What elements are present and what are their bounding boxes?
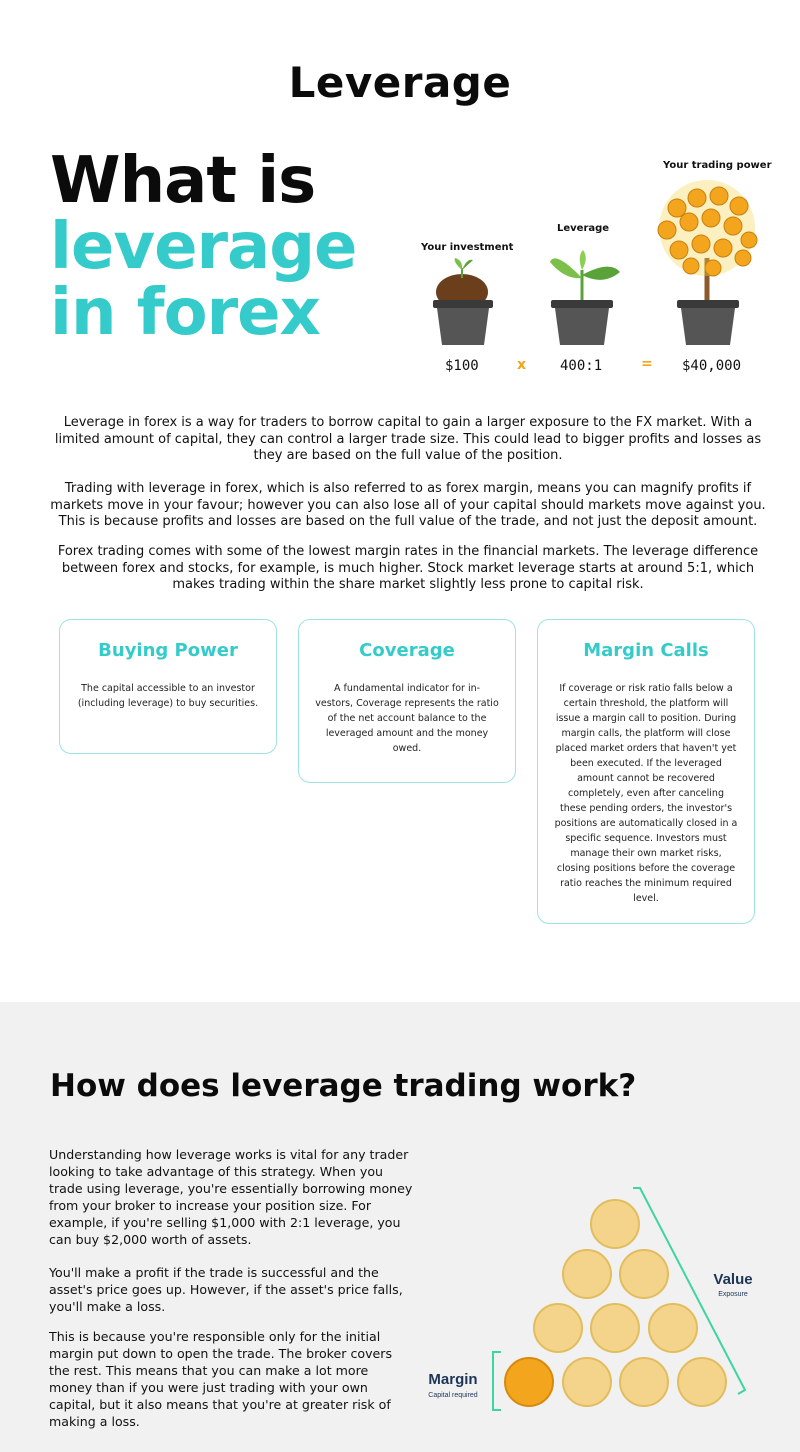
leverage-value: 400:1 — [560, 358, 603, 374]
how-paragraph-3: This is because you're responsible only for the initial margin put down to open the trade. The broker covers the rest. This means that you can make a lot more money than if you were just trading with your own capital, but it also means that you're at greater risk of making a loss. — [49, 1329, 393, 1429]
pot-seedling-icon — [433, 258, 493, 345]
coins-exposure — [534, 1200, 726, 1406]
investment-value: $100 — [445, 358, 479, 374]
card-title: Buying Power — [98, 640, 238, 661]
margin-bracket — [493, 1352, 501, 1410]
how-it-works-title: How does leverage trading work? — [50, 1068, 637, 1104]
margin-coin — [505, 1358, 553, 1406]
card-title: Coverage — [359, 640, 455, 661]
card-coverage — [298, 619, 516, 783]
pot-sprout-icon — [550, 250, 620, 345]
page-title: Leverage — [288, 58, 512, 107]
investment-label: Your investment — [421, 242, 514, 253]
hero-line-3: in forex — [50, 276, 320, 350]
trading-power-value: $40,000 — [682, 358, 742, 374]
hero-line-2: leverage — [50, 210, 357, 284]
leverage-label: Leverage — [557, 223, 610, 234]
card-buying-power — [59, 619, 277, 754]
card-title: Margin Calls — [583, 640, 709, 661]
coin-pyramid-diagram — [415, 1148, 800, 1438]
card-margin-calls — [537, 619, 755, 924]
margin-sublabel: Capital required — [428, 1392, 478, 1399]
margin-label: Margin — [428, 1371, 478, 1388]
card-body: If coverage or risk ratio falls below a certain threshold, the platform will issue a margin call to position. During margin calls, the platform will close placed market orders that haven't yet been executed. If the leveraged amount cannot be recovered completely, even after canceling these pending orders, the investor's positions are automatically closed in a specific sequence. Investors must manage their own market risks, closing positions before the coverage ratio reaches the minimum required level. — [554, 683, 738, 904]
equals-sign: = — [641, 356, 653, 372]
hero-line-1: What is — [50, 144, 316, 218]
leverage-illustration — [405, 150, 785, 390]
hero-heading — [50, 144, 357, 350]
card-body: A fundamental indicator for in- vestors, Coverage represents the ratio of the net account balance to the leveraged amount and the money owed. — [315, 683, 499, 754]
intro-paragraph-2: Trading with leverage in forex, which is also referred to as forex margin, means you can magnify profits if markets move in your favour; however you can also lose all of your capital should markets move against you. This is because profits and losses are based on the full value of the trade, and not just the deposit amount. — [50, 481, 766, 529]
pot-money-tree-icon — [658, 180, 757, 345]
how-paragraph-1: Understanding how leverage works is vital for any trader looking to take advantage of this strategy. When you trade using leverage, you're essentially borrowing money from your broker to increase your position size. For example, if you're selling $1,000 with 2:1 leverage, you can buy $2,000 worth of assets. — [49, 1147, 413, 1247]
intro-paragraph-3: Forex trading comes with some of the lowest margin rates in the financial markets. The leverage difference between forex and stocks, for example, is much higher. Stock market leverage starts at around 5:1, which makes trading within the share market slightly less prone to capital risk. — [57, 544, 759, 592]
value-label: Value — [713, 1271, 753, 1288]
plants-svg — [405, 150, 785, 390]
value-sublabel: Exposure — [718, 1291, 748, 1298]
card-body: The capital accessible to an investor (including leverage) to buy securities. — [77, 683, 259, 709]
how-paragraph-2: You'll make a profit if the trade is successful and the asset's price goes up. However, if the asset's price falls, you'll make a loss. — [49, 1265, 403, 1314]
trading-power-label: Your trading power — [663, 160, 772, 171]
multiply-sign: x — [517, 357, 527, 373]
intro-paragraph-1: Leverage in forex is a way for traders to borrow capital to gain a larger exposure to the FX market. With a limited amount of capital, they can control a larger trade size. This could lead to bigger profits and losses as they are based on the full value of the position. — [54, 415, 762, 463]
